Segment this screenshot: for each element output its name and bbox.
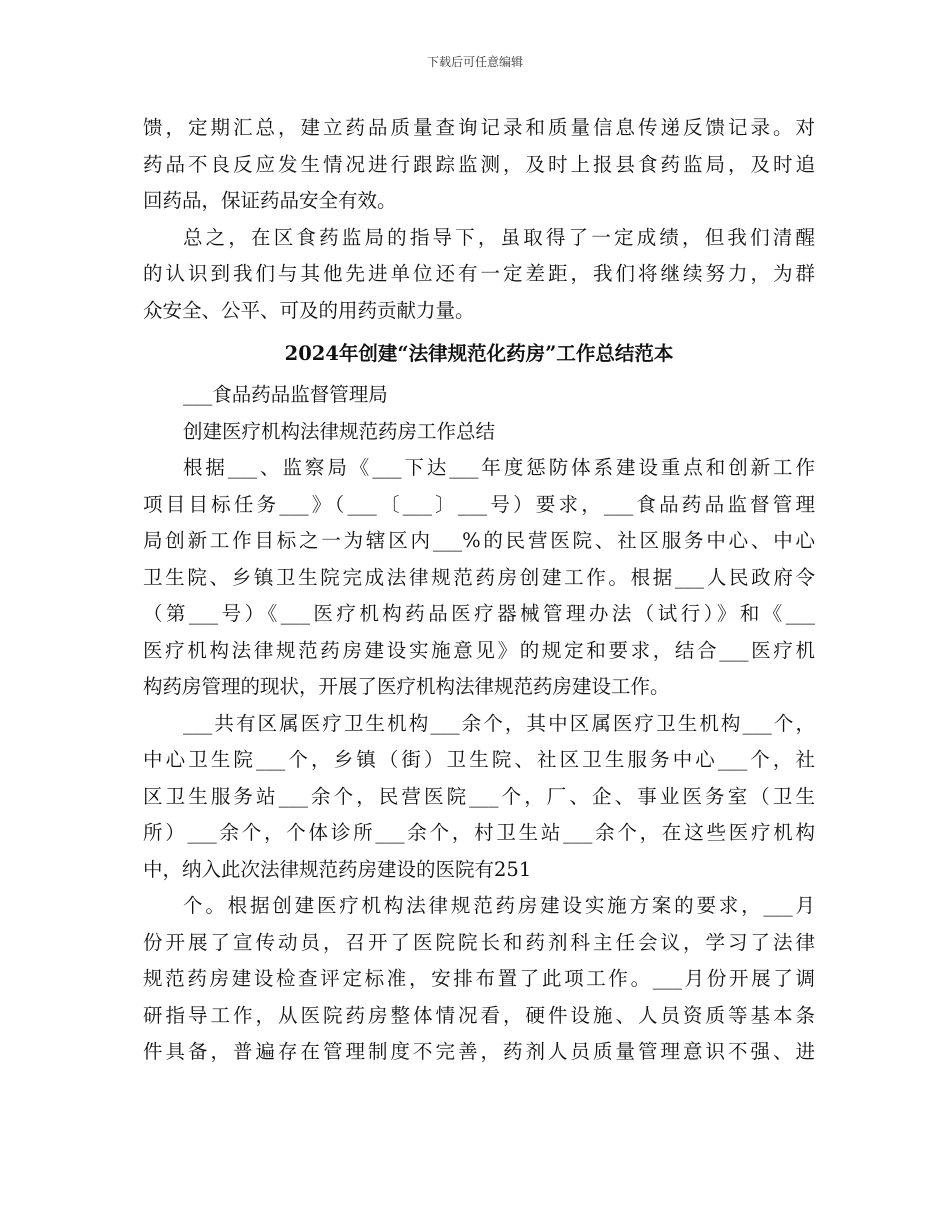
text-line: 卫生院、乡镇卫生院完成法律规范药房创建工作。根据___人民政府令 xyxy=(143,565,815,589)
text-line: 规范药房建设检查评定标准，安排布置了此项工作。___月份开展了调 xyxy=(143,967,815,990)
paragraph-1 xyxy=(143,110,815,220)
text-line: 药品不良反应发生情况进行跟踪监测，及时上报县食药监局，及时追 xyxy=(143,152,815,176)
text-line: 回药品，保证药品安全有效。 xyxy=(143,189,397,212)
text-line: 根据___、监察局《___下达___年度惩防体系建设重点和创新工作 xyxy=(183,456,815,479)
text-line: 馈，定期汇总，建立药品质量查询记录和质量信息传递反馈记录。对 xyxy=(143,116,815,139)
text-line: 众安全、公平、可及的用药贡献力量。 xyxy=(143,298,475,322)
text-line: 个。根据创建医疗机构法律规范药房建设实施方案的要求，___月 xyxy=(183,894,815,917)
text-line: 局创新工作目标之一为辖区内___%的民营医院、社区服务中心、中心 xyxy=(143,529,815,552)
paragraph-4 xyxy=(143,706,815,889)
text-line: 件具备，普遍存在管理制度不完善，药剂人员质量管理意识不强、进 xyxy=(143,1040,815,1063)
text-line: 总之，在区食药监局的指导下，虽取得了一定成绩，但我们清醒 xyxy=(183,225,815,249)
page-header: 下载后可任意编辑 xyxy=(426,55,523,69)
text-line: 医疗机构法律规范药房建设实施意见》的规定和要求，结合___医疗机 xyxy=(143,638,815,662)
text-line: 所）___余个，个体诊所___余个，村卫生站___余个，在这些医疗机构 xyxy=(143,821,815,844)
text-line: 份开展了宣传动员，召开了医院院长和药剂科主任会议，学习了法律 xyxy=(143,930,815,954)
text-line: 研指导工作，从医院药房整体情况看，硬件设施、人员资质等基本条 xyxy=(143,1003,815,1027)
text-line: （第___号）《___医疗机构药品医疗器械管理办法（试行）》和《___ xyxy=(143,602,815,625)
text-line: 项目目标任务___》（___〔___〕___号）要求，___食品药品监督管理 xyxy=(143,492,815,516)
document-body xyxy=(143,110,815,1071)
text-line: 构药房管理的现状，开展了医疗机构法律规范药房建设工作。 xyxy=(143,675,670,698)
subtitle-line: 创建医疗机构法律规范药房工作总结 xyxy=(183,419,496,443)
text-line: ___共有区属医疗卫生机构___余个，其中区属医疗卫生机构___个， xyxy=(183,711,815,735)
paragraph-2 xyxy=(143,220,815,330)
text-line: 中，纳入此次法律规范药房建设的医院有251 xyxy=(143,857,532,881)
text-line: 中心卫生院___个，乡镇（街）卫生院、社区卫生服务中心___个，社 xyxy=(143,748,815,771)
text-line: 区卫生服务站___余个，民营医院___个，厂、企、事业医务室（卫生 xyxy=(143,784,815,808)
text-line: 的认识到我们与其他先进单位还有一定差距，我们将继续努力，为群 xyxy=(143,262,815,285)
paragraph-5 xyxy=(143,888,815,1071)
agency-line: ___食品药品监督管理局 xyxy=(183,383,388,406)
document-title: 2024年创建“法律规范化药房”工作总结范本 xyxy=(284,342,674,365)
paragraph-3 xyxy=(143,450,815,706)
